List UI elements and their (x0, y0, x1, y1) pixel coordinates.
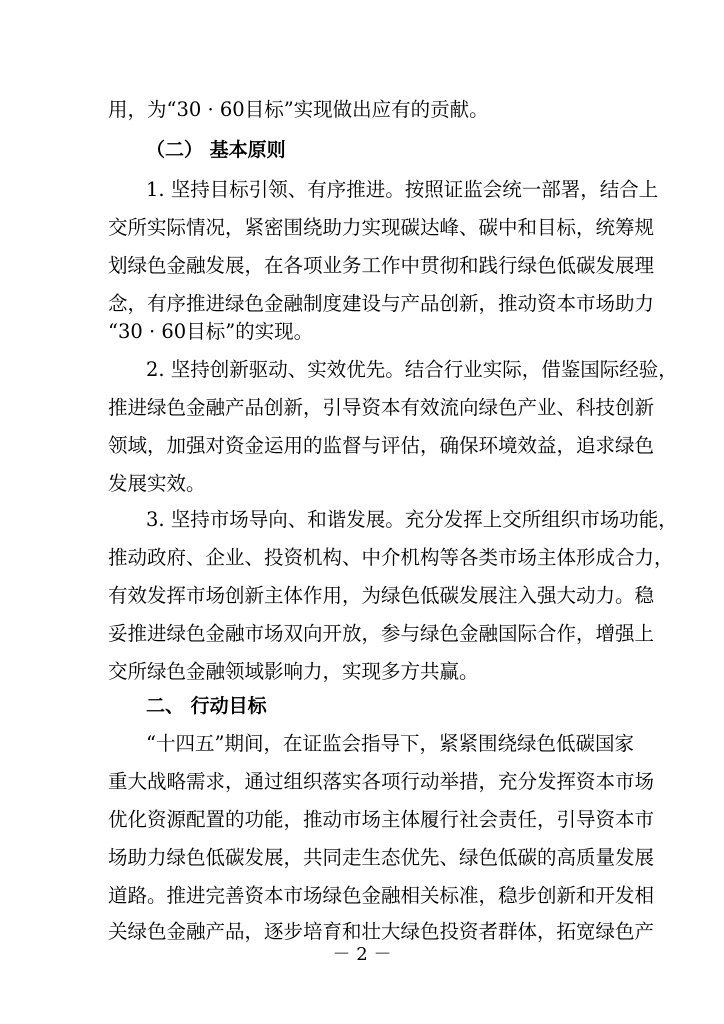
paragraph-line: 1. 坚持目标引领、有序推进。按照证监会统一部署，结合上 (146, 178, 659, 201)
paragraph-line: 念，有序推进绿色金融制度建设与产品创新，推动资本市场助力 (108, 292, 655, 315)
paragraph-line: 划绿色金融发展，在各项业务工作中贯彻和践行绿色低碳发展理 (108, 254, 655, 277)
paragraph-line: 领域，加强对资金运用的监督与评估，确保环境效益，追求绿色 (108, 434, 655, 457)
paragraph-line: 用，为“30 · 60目标”实现做出应有的贡献。 (108, 98, 489, 121)
paragraph-line: 3. 坚持市场导向、和谐发展。充分发挥上交所组织市场功能， (146, 508, 678, 531)
paragraph-line: 交所实际情况，紧密围绕助力实现碳达峰、碳中和目标，统筹规 (108, 216, 655, 239)
paragraph-line: 推进绿色金融产品创新，引导资本有效流向绿色产业、科技创新 (108, 396, 655, 419)
paragraph-line: 场助力绿色低碳发展，共同走生态优先、绿色低碳的高质量发展 (108, 846, 655, 869)
paragraph-line: 发展实效。 (108, 472, 206, 495)
paragraph-line: “30 · 60目标”的实现。 (108, 320, 314, 343)
paragraph-line: 道路。推进完善资本市场绿色金融相关标准，稳步创新和开发相 (108, 884, 655, 907)
paragraph-line: 妥推进绿色金融市场双向开放，参与绿色金融国际合作，增强上 (108, 622, 655, 645)
paragraph-line: “十四五”期间，在证监会指导下，紧紧围绕绿色低碳国家 (146, 732, 634, 755)
paragraph-line: 交所绿色金融领域影响力，实现多方共赢。 (108, 660, 479, 683)
section-heading-action-goals: 二、 行动目标 (146, 695, 267, 717)
paragraph-line: 2. 坚持创新驱动、实效优先。结合行业实际，借鉴国际经验， (146, 358, 678, 381)
paragraph-line: 推动政府、企业、投资机构、中介机构等各类市场主体形成合力， (108, 546, 674, 569)
paragraph-line: 关绿色金融产品，逐步培育和壮大绿色投资者群体，拓宽绿色产 (108, 920, 655, 943)
paragraph-line: 优化资源配置的功能，推动市场主体履行社会责任，引导资本市 (108, 808, 655, 831)
page-number: － 2 － (332, 944, 392, 965)
paragraph-line: 有效发挥市场创新主体作用，为绿色低碳发展注入强大动力。稳 (108, 584, 655, 607)
paragraph-line: 重大战略需求，通过组织落实各项行动举措，充分发挥资本市场 (108, 770, 655, 793)
section-heading-basic-principles: （二） 基本原则 (146, 139, 286, 161)
